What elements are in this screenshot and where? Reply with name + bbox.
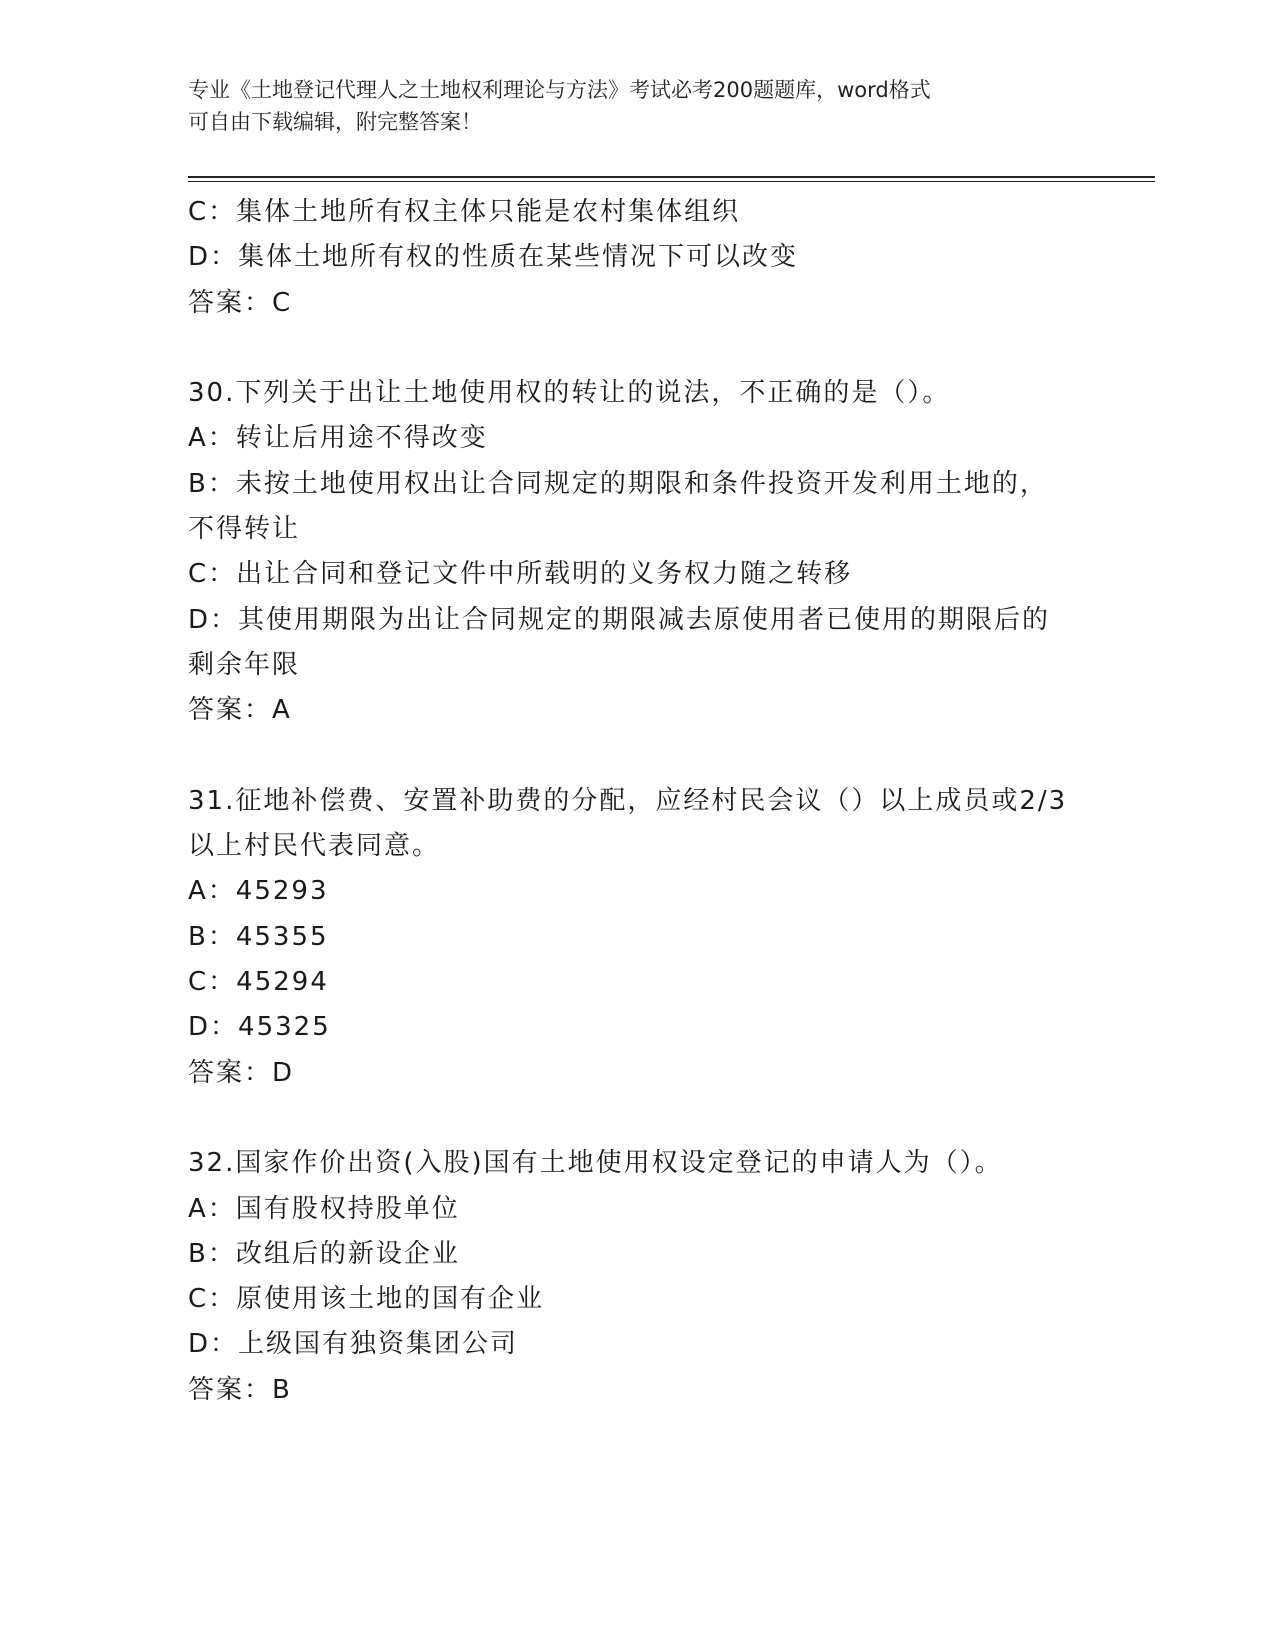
question-stem: 30.下列关于出让土地使用权的转让的说法，不正确的是（）。	[188, 378, 951, 409]
answer-line: 答案：A	[188, 695, 292, 726]
option-a: A：国有股权持股单位	[188, 1193, 460, 1224]
header-title-line-2: 可自由下载编辑，附完整答案！	[188, 110, 482, 134]
question-list	[188, 190, 1088, 1413]
option-d: D：集体土地所有权的性质在某些情况下可以改变	[188, 242, 799, 273]
option-c: C：集体土地所有权主体只能是农村集体组织	[188, 197, 741, 227]
header-divider-thick	[188, 176, 1155, 178]
option-d: D：45325	[188, 1012, 331, 1043]
option-c: C：出让合同和登记文件中所载明的义务权力随之转移	[188, 559, 853, 590]
spacer	[188, 1096, 1088, 1141]
header-title-line-1: 专业《土地登记代理人之土地权利理论与方法》考试必考200题题库，word格式	[188, 78, 931, 102]
option-d: D：上级国有独资集团公司	[188, 1329, 519, 1360]
option-b: B：未按土地使用权出让合同规定的期限和条件投资开发利用土地的，不得转让	[188, 468, 1048, 545]
question-32	[188, 1141, 1088, 1413]
option-a: A：45293	[188, 876, 329, 907]
question-30	[188, 371, 1088, 733]
question-stem: 31.征地补偿费、安置补助费的分配，应经村民会议（）以上成员或2/3以上村民代表同意。	[188, 785, 1068, 862]
answer-line: 答案：D	[188, 1057, 295, 1088]
question-stem: 32.国家作价出资(入股)国有土地使用权设定登记的申请人为（）。	[188, 1148, 1003, 1179]
spacer	[188, 734, 1088, 779]
question-31	[188, 779, 1088, 1096]
option-c: C：45294	[188, 967, 329, 998]
previous-question-tail	[188, 190, 1088, 326]
document-header	[188, 74, 1078, 138]
answer-line: 答案：C	[188, 287, 293, 318]
spacer	[188, 326, 1088, 371]
option-c: C：原使用该土地的国有企业	[188, 1284, 545, 1315]
option-d: D：其使用期限为出让合同规定的期限减去原使用者已使用的期限后的剩余年限	[188, 604, 1051, 680]
option-b: B：45355	[188, 921, 329, 952]
answer-line: 答案：B	[188, 1374, 292, 1405]
header-divider-thin	[188, 181, 1155, 182]
option-a: A：转让后用途不得改变	[188, 423, 488, 454]
option-b: B：改组后的新设企业	[188, 1238, 460, 1269]
